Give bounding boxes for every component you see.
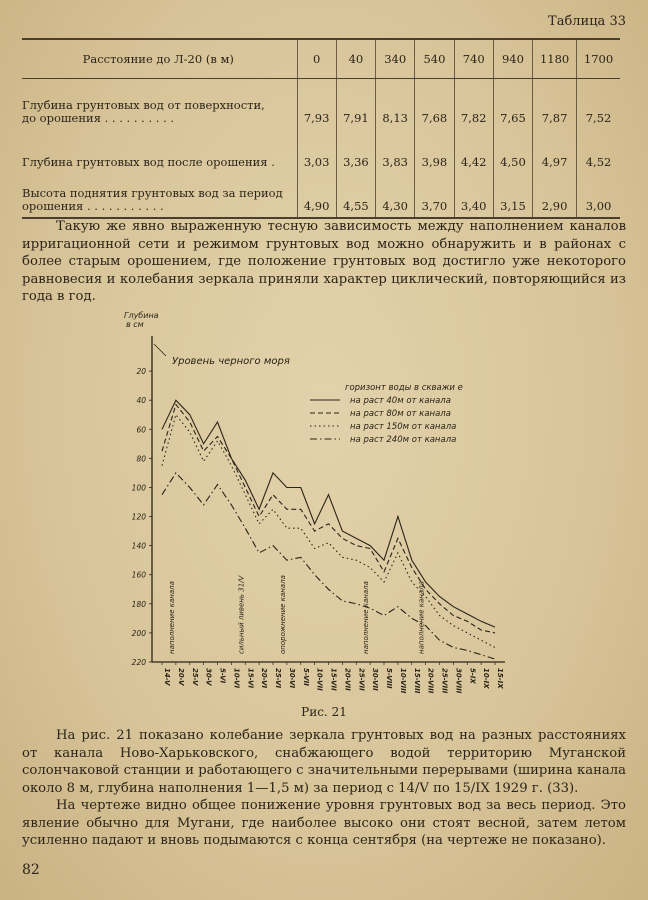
- y-tick-label: 160: [131, 570, 146, 580]
- table-cell: 3,98: [415, 129, 454, 173]
- annotation-label: наполнение канала: [167, 581, 176, 654]
- x-tick-label: 30-V: [204, 668, 213, 686]
- y-tick-label: 40: [136, 396, 146, 406]
- x-tick-label: 10-IX: [482, 668, 491, 689]
- table-cell: 7,93: [297, 79, 336, 129]
- table-cell: 3,00: [577, 173, 620, 218]
- x-tick-label: 5-VI: [218, 668, 227, 684]
- col-header: 1180: [533, 39, 577, 79]
- x-tick-label: 20-VI: [260, 668, 269, 689]
- table-cell: 8,13: [376, 79, 415, 129]
- row-label: Глубина грунтовых вод после орошения .: [22, 154, 275, 169]
- table-cell: 7,82: [454, 79, 493, 129]
- figure-caption: Рис. 21: [301, 705, 347, 719]
- x-tick-label: 30-VII: [371, 668, 380, 691]
- table-row: [22, 173, 620, 218]
- figure-21: [120, 310, 540, 705]
- annotation-label: сильный ливень 31/V: [237, 575, 246, 654]
- x-tick-label: 25-VII: [357, 668, 366, 691]
- x-tick-label: 20-VIII: [426, 668, 435, 694]
- x-tick-label: 10-VIII: [398, 668, 407, 694]
- y-tick-label: 20: [136, 367, 146, 377]
- y-tick-label: 100: [131, 483, 146, 493]
- table-cell: 7,65: [493, 79, 532, 129]
- table-cell: 4,52: [577, 129, 620, 173]
- paragraph-2: На рис. 21 показано колебание зеркала грунтовых вод на разных расстояниях от канала Ново-Харьковского, снабжающего водой территорию Муганской солончаковой станции и работающего с значительными перерывами (ширина канала около 8 м, глубина наполнения 1—1,5 м) за период с 14/V по 15/IX 1929 г. (33). На чертеже видно общее понижение уровня грунтовых вод за весь период. Это явление обычно для Мугани, где наиболее высоко они стоят весной, затем летом усиленно падают и вновь подымаются с конца сентября (на чертеже не показано).: [22, 728, 626, 848]
- x-tick-label: 5-VII: [301, 668, 310, 686]
- table-cell: 3,03: [297, 129, 336, 173]
- sea-level-arrow: [154, 344, 166, 356]
- y-tick-label: 80: [136, 454, 146, 464]
- header-label: Расстояние до Л-20 (в м): [22, 39, 297, 79]
- page-number: 82: [22, 862, 40, 878]
- col-header: 0: [297, 39, 336, 79]
- col-header: 540: [415, 39, 454, 79]
- legend-entry: на раст 150м от канала: [350, 422, 457, 432]
- x-tick-label: 10-VI: [232, 668, 241, 689]
- table-cell: 3,83: [376, 129, 415, 173]
- paragraph-1: Такую же явно выраженную тесную зависимость между наполнением каналов ирригационной сети и режимом грунтовых вод можно обнаружить и в районах с более старым орошением, где положение грунтовых вод достигло уже некоторого равновесия и колебания зеркала приняли характер циклический, повторяющийся из года в год.: [22, 219, 626, 304]
- x-tick-label: 14-V: [163, 668, 171, 686]
- y-tick-label: 200: [131, 628, 146, 638]
- y-axis-label: в см: [126, 320, 144, 329]
- table-cell: 4,50: [493, 129, 532, 173]
- table-cell: 3,40: [454, 173, 493, 218]
- legend-entry: на раст 40м от канала: [350, 396, 451, 406]
- x-tick-label: 15-VI: [246, 668, 255, 689]
- x-tick-label: 25-VI: [274, 668, 282, 689]
- table-row: [22, 129, 620, 173]
- table-cell: 4,55: [336, 173, 375, 218]
- data-table: [22, 38, 620, 219]
- y-tick-label: 220: [131, 658, 146, 667]
- x-tick-label: 10-VII: [315, 668, 324, 691]
- table-number: Таблица 33: [548, 14, 626, 29]
- table-cell: 4,42: [454, 129, 493, 173]
- table-cell: 3,15: [493, 173, 532, 218]
- table-cell: 7,91: [336, 79, 375, 129]
- x-tick-label: 20-VII: [343, 668, 352, 691]
- row-label: Глубина грунтовых вод от поверхности, до орошения . . . . . . . . . .: [22, 97, 265, 125]
- x-tick-label: 30-VI: [287, 668, 296, 689]
- y-tick-label: 60: [136, 425, 146, 435]
- sea-level-label: Уровень черного моря: [172, 356, 290, 367]
- y-tick-label: 140: [131, 541, 146, 551]
- col-header: 940: [493, 39, 532, 79]
- x-tick-label: 25-VIII: [440, 668, 449, 694]
- table-cell: 4,90: [297, 173, 336, 218]
- table-cell: 4,97: [533, 129, 577, 173]
- y-axis-label: Глубина: [124, 311, 159, 320]
- col-header: 1700: [577, 39, 620, 79]
- legend-title: горизонт воды в скважи е: [345, 383, 463, 393]
- table-cell: 7,87: [533, 79, 577, 129]
- series-line: [162, 415, 495, 648]
- table-cell: 3,70: [415, 173, 454, 218]
- x-tick-label: 15-IX: [496, 668, 504, 689]
- table-cell: 7,68: [415, 79, 454, 129]
- x-tick-label: 5-IX: [468, 668, 477, 684]
- annotation-label: наполнение канала: [417, 581, 426, 654]
- x-tick-label: 15-VII: [329, 668, 338, 691]
- x-tick-label: 25-V: [190, 668, 199, 686]
- col-header: 340: [376, 39, 415, 79]
- col-header: 40: [336, 39, 375, 79]
- row-label: Высота поднятия грунтовых вод за период орошения . . . . . . . . . . .: [22, 173, 297, 218]
- x-tick-label: 5-VIII: [385, 668, 393, 689]
- line-chart: [120, 310, 540, 705]
- x-tick-label: 30-VIII: [454, 668, 463, 694]
- table-cell: 4,30: [376, 173, 415, 218]
- table-cell: 2,90: [533, 173, 577, 218]
- series-line: [162, 473, 495, 659]
- col-header: 740: [454, 39, 493, 79]
- x-tick-label: 20-V: [176, 668, 185, 686]
- table-cell: 7,52: [577, 79, 620, 129]
- annotation-label: опорожнение канала: [278, 575, 287, 654]
- y-tick-label: 120: [131, 512, 146, 522]
- legend-entry: на раст 240м от канала: [350, 435, 457, 445]
- x-tick-label: 15-VIII: [412, 668, 421, 694]
- table-header-row: [22, 39, 620, 79]
- table-cell: 3,36: [336, 129, 375, 173]
- y-tick-label: 180: [131, 599, 146, 609]
- legend-entry: на раст 80м от канала: [350, 409, 451, 419]
- table-row: [22, 79, 620, 129]
- annotation-label: наполнение канала: [362, 581, 371, 654]
